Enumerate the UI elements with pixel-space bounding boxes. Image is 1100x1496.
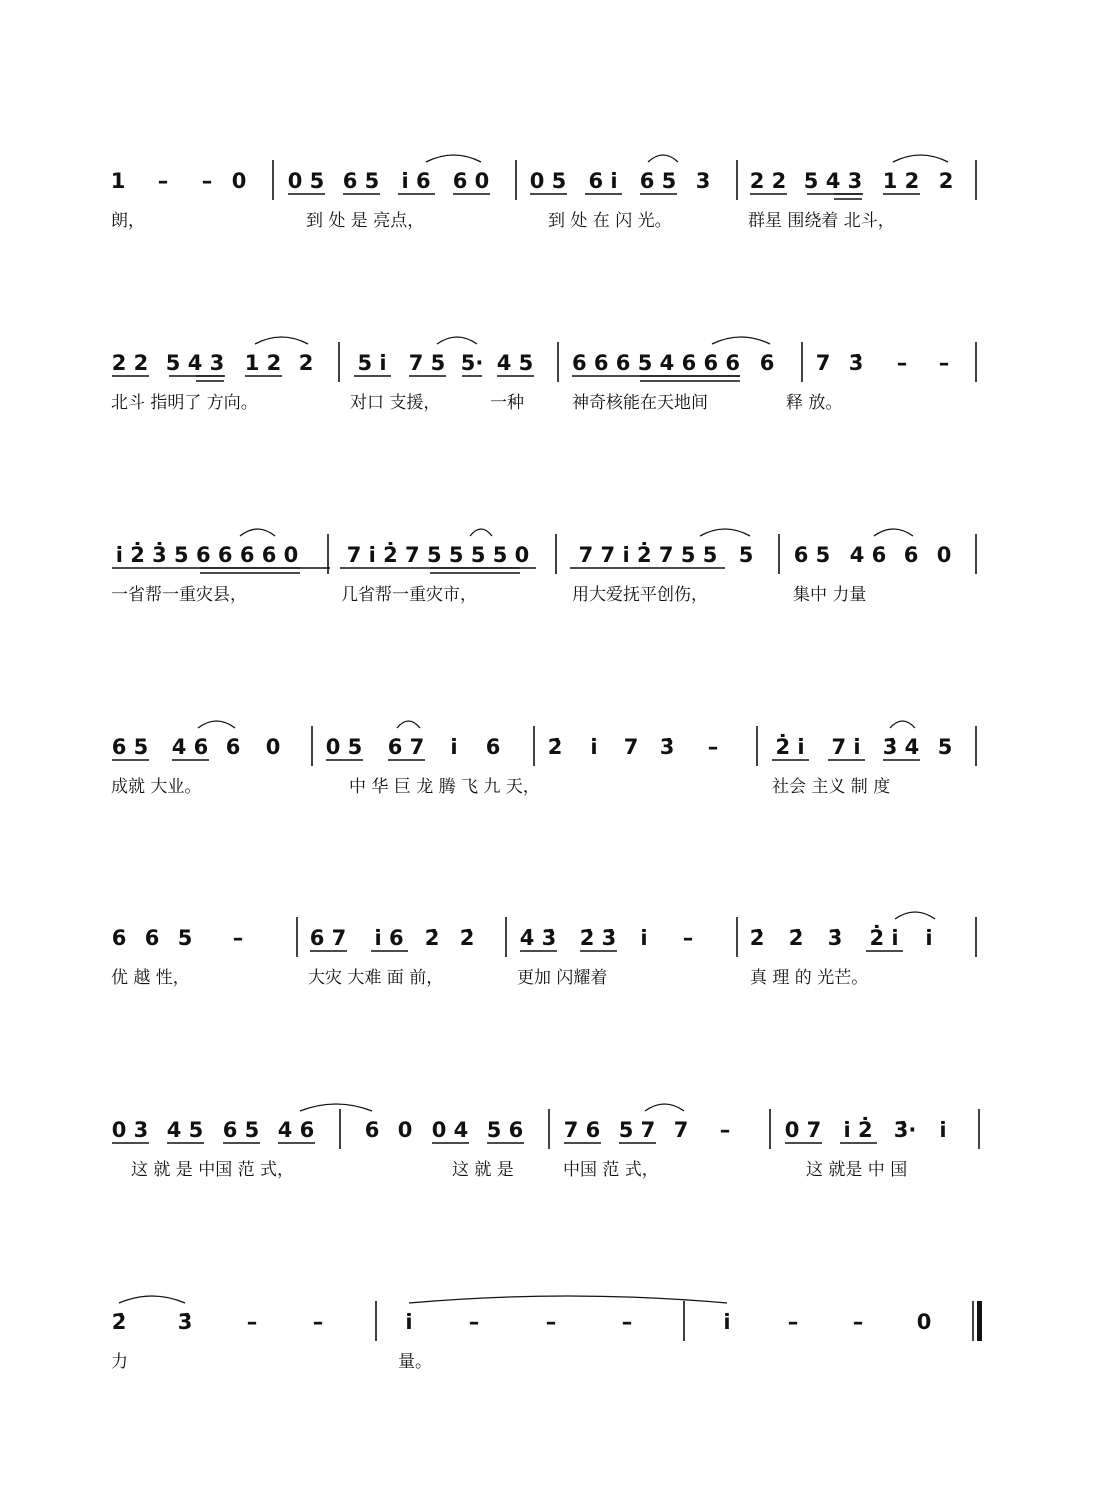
melody-note-5-12: – xyxy=(682,926,694,950)
melody-note-6-5: 6 xyxy=(364,1118,380,1142)
score-system-6 xyxy=(112,1104,979,1180)
lyric-1-3: 到 处 在 闪 光。 xyxy=(548,211,672,231)
tie-slur xyxy=(437,337,477,344)
melody-note-6-13: 0 7 xyxy=(784,1118,822,1142)
melody-note-6-3: 6 5 xyxy=(222,1118,260,1142)
score-systems xyxy=(111,155,982,1372)
melody-note-3-7: 6 xyxy=(903,543,919,567)
melody-note-4-1: 6 5 xyxy=(111,735,149,759)
melody-note-1-13: 2 2 xyxy=(749,169,787,193)
melody-note-3-4: 5 xyxy=(738,543,754,567)
tie-slur xyxy=(712,337,770,344)
lyric-2-3: 一种 xyxy=(490,393,524,413)
melody-note-3-2: 7 i̇ 2̇ 7 5 5 5 5 0 xyxy=(346,543,530,567)
tie-slur xyxy=(700,529,750,536)
lyric-7-1: 力 xyxy=(111,1352,128,1372)
melody-note-2-14: – xyxy=(938,351,950,375)
melody-note-6-15: 3̇· xyxy=(893,1118,917,1142)
lyric-2-4: 神奇核能在天地间 xyxy=(572,393,708,413)
melody-note-5-14: 2̇ xyxy=(788,926,804,950)
melody-note-6-2: 4 5 xyxy=(166,1118,204,1142)
lyric-7-2: 量。 xyxy=(398,1352,432,1372)
score-system-4 xyxy=(111,721,976,797)
melody-note-2-5: 5 i̇ xyxy=(357,351,387,375)
tie-slur xyxy=(893,155,948,162)
melody-note-4-9: 2̇ xyxy=(547,735,563,759)
melody-note-6-10: 5 7 xyxy=(618,1118,656,1142)
melody-note-4-2: 4 6 xyxy=(171,735,209,759)
score-system-1 xyxy=(111,155,976,231)
melody-note-5-16: 2̇ i̇ xyxy=(869,926,899,950)
melody-note-5-11: i̇ xyxy=(640,926,648,950)
tie-slur xyxy=(895,912,935,919)
melody-note-5-13: 2̇ xyxy=(749,926,765,950)
melody-note-1-3: – xyxy=(201,169,213,193)
melody-note-5-8: 2̇ xyxy=(459,926,475,950)
melody-note-7-5: i̇ xyxy=(405,1310,413,1334)
melody-note-7-1: 2̇ xyxy=(111,1310,127,1334)
lyric-4-1: 成就 大业。 xyxy=(111,777,202,797)
melody-note-1-16: 2 xyxy=(938,169,954,193)
melody-note-1-7: i̇ 6 xyxy=(401,169,431,193)
melody-note-7-10: – xyxy=(787,1310,799,1334)
melody-note-4-16: 3̇ 4 xyxy=(882,735,920,759)
melody-note-5-17: i̇ xyxy=(925,926,933,950)
melody-note-4-15: 7 i̇ xyxy=(831,735,861,759)
melody-note-2-8: 4 5 xyxy=(496,351,534,375)
tie-slur xyxy=(240,529,275,536)
melody-note-1-14: 5 4 3 xyxy=(803,169,863,193)
melody-note-4-17: 5 xyxy=(937,735,953,759)
lyric-4-2: 中 华 巨 龙 腾 飞 九 天， xyxy=(349,777,540,797)
tie-slur xyxy=(119,1296,185,1303)
lyric-5-2: 大灾 大难 面 前， xyxy=(308,968,444,988)
lyric-1-1: 朗， xyxy=(111,211,145,231)
melody-note-7-11: – xyxy=(852,1310,864,1334)
melody-note-2-11: 7 xyxy=(815,351,831,375)
lyric-6-2: 这 就 是 xyxy=(452,1160,514,1180)
score-system-2 xyxy=(111,337,976,413)
melody-note-2-2: 5 4 3 xyxy=(165,351,225,375)
melody-note-7-9: i̇ xyxy=(723,1310,731,1334)
lyric-6-4: 这 就是 中 国 xyxy=(806,1160,908,1180)
tie-slur xyxy=(645,1104,684,1111)
melody-note-4-7: i̇ xyxy=(450,735,458,759)
melody-note-6-4: 4 6 xyxy=(277,1118,315,1142)
melody-note-3-5: 6 5 xyxy=(793,543,831,567)
lyric-3-3: 用大爱抚平创伤， xyxy=(572,585,708,605)
melody-note-3-1: i̇ 2̇ 3̇ 5 6 6 6 6 0 xyxy=(115,543,299,567)
lyric-1-2: 到 处 是 亮点， xyxy=(306,211,425,231)
tie-slur xyxy=(426,155,481,162)
score-system-7 xyxy=(111,1296,982,1372)
melody-note-4-5: 0 5 xyxy=(325,735,363,759)
lyric-2-5: 释 放。 xyxy=(786,393,843,413)
lyric-3-1: 一省帮一重灾县， xyxy=(111,585,247,605)
melody-note-2-4: 2 xyxy=(298,351,314,375)
melody-note-7-3: – xyxy=(246,1310,258,1334)
tie-slur xyxy=(409,1296,727,1303)
melody-note-1-10: 6 i̇ xyxy=(588,169,618,193)
tie-slur xyxy=(648,155,678,162)
lyric-2-1: 北斗 指明了 方向。 xyxy=(111,393,258,413)
score-system-5 xyxy=(111,912,976,988)
melody-note-1-15: 1 2 xyxy=(882,169,920,193)
lyric-1-4: 群星 围绕着 北斗， xyxy=(748,211,895,231)
melody-note-6-6: 0 xyxy=(397,1118,413,1142)
melody-note-1-2: – xyxy=(157,169,169,193)
melody-note-4-6: 6 7 xyxy=(387,735,425,759)
melody-note-7-8: – xyxy=(621,1310,633,1334)
melody-note-1-12: 3 xyxy=(695,169,711,193)
melody-note-4-10: i̇ xyxy=(590,735,598,759)
melody-note-2-13: – xyxy=(896,351,908,375)
melody-note-4-4: 0 xyxy=(265,735,281,759)
melody-note-5-2: 6 xyxy=(144,926,160,950)
melody-note-1-11: 6 5 xyxy=(639,169,677,193)
melody-note-5-15: 3̇ xyxy=(827,926,843,950)
melody-note-4-12: 3̇ xyxy=(659,735,675,759)
tie-slur xyxy=(255,337,308,344)
melody-note-6-1: 0 3 xyxy=(111,1118,149,1142)
melody-note-4-14: 2̇ i̇ xyxy=(775,735,805,759)
melody-note-3-8: 0 xyxy=(936,543,952,567)
melody-note-6-14: i̇ 2̇ xyxy=(843,1118,873,1142)
melody-note-4-3: 6 xyxy=(225,735,241,759)
melody-note-4-11: 7 xyxy=(623,735,639,759)
melody-note-5-10: 2̇ 3̇ xyxy=(579,926,617,950)
lyric-5-3: 更加 闪耀着 xyxy=(517,968,608,988)
melody-note-5-7: 2̇ xyxy=(424,926,440,950)
melody-note-2-7: 5· xyxy=(460,351,484,375)
melody-note-5-6: i̇ 6 xyxy=(374,926,404,950)
lyric-3-4: 集中 力量 xyxy=(793,585,867,605)
melody-note-7-2: 3̇ xyxy=(177,1310,193,1334)
melody-note-2-1: 2 2 xyxy=(111,351,149,375)
melody-note-4-13: – xyxy=(707,735,719,759)
melody-note-2-10: 6 xyxy=(759,351,775,375)
lyric-6-3: 中国 范 式， xyxy=(563,1160,659,1180)
melody-note-2-12: 3̇ xyxy=(848,351,864,375)
tie-slur xyxy=(397,721,420,728)
final-bar-thick xyxy=(977,1301,982,1341)
lyric-2-2: 对口 支援， xyxy=(350,393,441,413)
melody-note-1-8: 6 0 xyxy=(452,169,490,193)
tie-slur xyxy=(470,529,492,536)
melody-note-3-3: 7 7 i̇ 2̇ 7 5 5 xyxy=(578,543,718,567)
melody-note-2-3: 1 2 xyxy=(244,351,282,375)
score-system-3 xyxy=(111,529,976,605)
melody-note-6-16: i̇ xyxy=(939,1118,947,1142)
tie-slur xyxy=(300,1104,372,1111)
melody-note-2-6: 7 5 xyxy=(408,351,446,375)
lyric-5-1: 优 越 性， xyxy=(111,968,190,988)
melody-note-1-6: 6 5 xyxy=(342,169,380,193)
melody-note-5-1: 6 xyxy=(111,926,127,950)
melody-note-7-4: – xyxy=(312,1310,324,1334)
tie-slur xyxy=(890,721,915,728)
tie-slur xyxy=(874,529,913,536)
tie-slur xyxy=(198,721,235,728)
lyric-4-3: 社会 主义 制 度 xyxy=(772,777,891,797)
melody-note-5-3: 5 xyxy=(177,926,193,950)
melody-note-6-12: – xyxy=(719,1118,731,1142)
melody-note-7-7: – xyxy=(545,1310,557,1334)
melody-note-6-9: 7 6 xyxy=(563,1118,601,1142)
melody-note-1-9: 0 5 xyxy=(529,169,567,193)
melody-note-1-1: 1 xyxy=(110,169,126,193)
melody-note-3-6: 4 6 xyxy=(849,543,887,567)
lyric-6-1: 这 就 是 中国 范 式， xyxy=(131,1160,295,1180)
lyric-3-2: 几省帮一重灾市， xyxy=(341,585,477,605)
melody-note-6-8: 5 6 xyxy=(486,1118,524,1142)
melody-note-6-7: 0 4 xyxy=(431,1118,469,1142)
melody-note-4-8: 6 xyxy=(485,735,501,759)
melody-note-7-6: – xyxy=(468,1310,480,1334)
melody-note-1-4: 0 xyxy=(231,169,247,193)
melody-note-5-5: 6 7 xyxy=(309,926,347,950)
lyric-5-4: 真 理 的 光芒。 xyxy=(750,968,869,988)
melody-note-1-5: 0 5 xyxy=(287,169,325,193)
melody-note-5-4: – xyxy=(232,926,244,950)
melody-note-2-9: 6 6 6 5 4 6 6 6 xyxy=(571,351,741,375)
melody-note-5-9: 4̇ 3̇ xyxy=(519,926,557,950)
melody-note-6-11: 7 xyxy=(673,1118,689,1142)
melody-note-7-12: 0 xyxy=(916,1310,932,1334)
